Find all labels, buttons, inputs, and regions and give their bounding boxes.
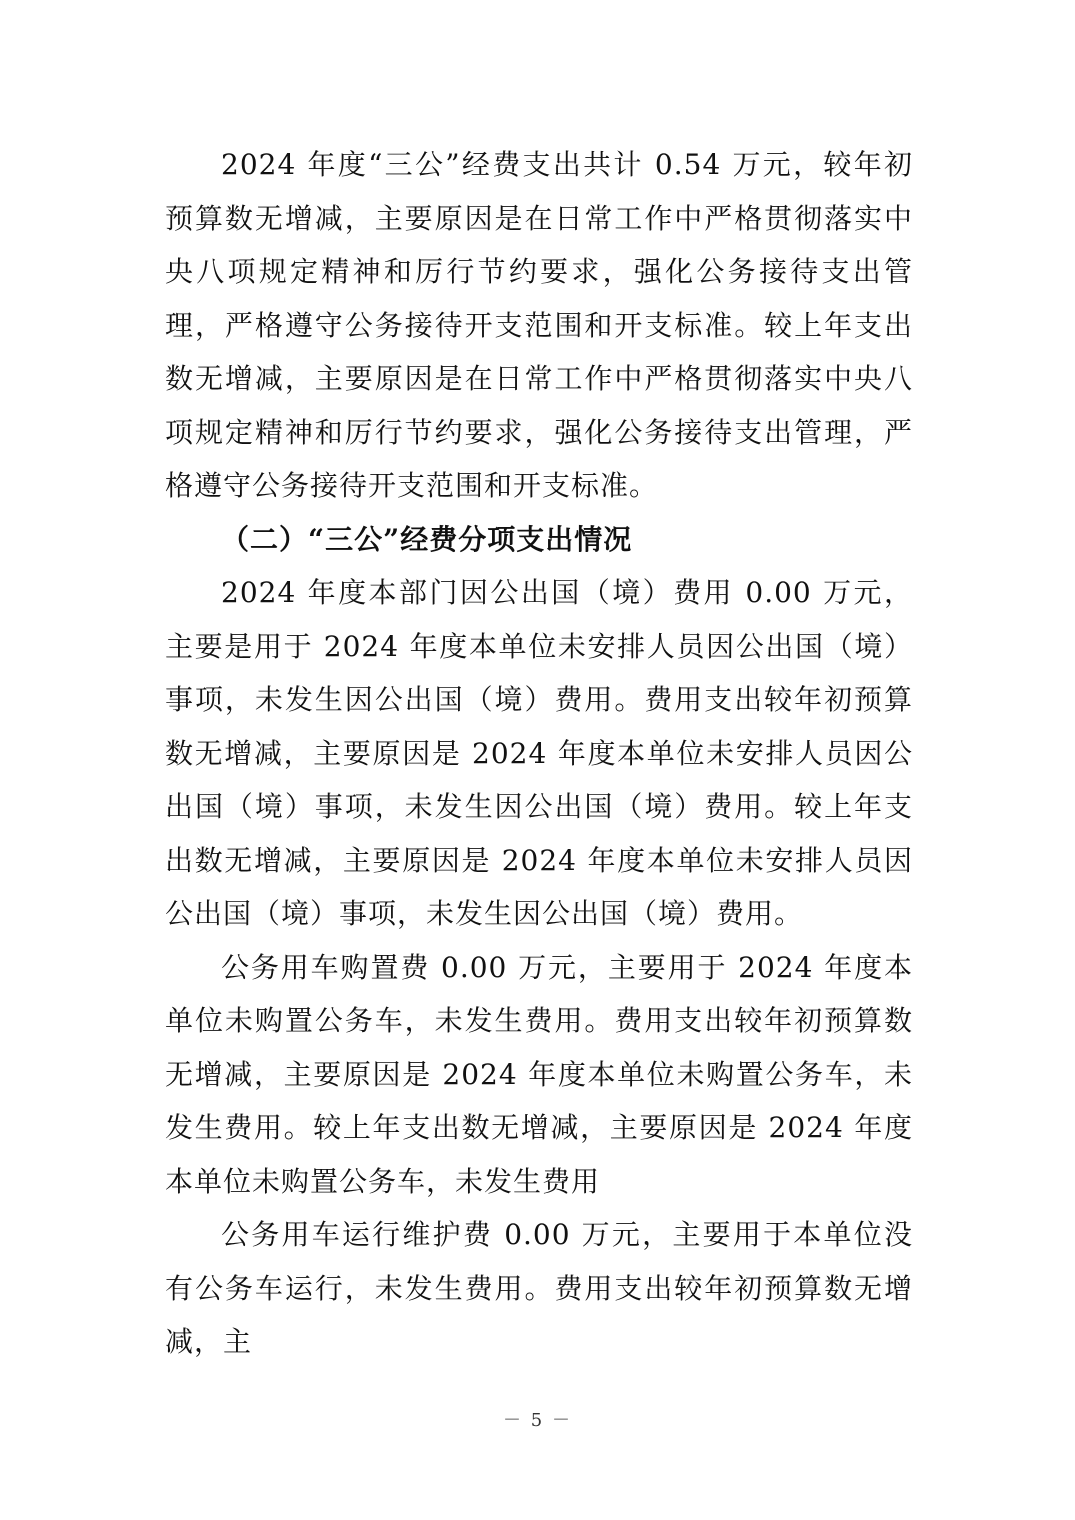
paragraph-vehicle-maintenance: 公务用车运行维护费 0.00 万元，主要用于本单位没有公务车运行，未发生费用。费用支出较年初预算数无增减，主 [165,1218,913,1358]
paragraph-vehicle-purchase: 公务用车购置费 0.00 万元，主要用于 2024 年度本单位未购置公务车，未发生费用。费用支出较年初预算数无增减，主要原因是 2024 年度本单位未购置公务车，未发生费用。较上年支出数无增减，主要原因是 2024 年度本单位未购置公务车，未发生费用 [165,950,913,1198]
section-heading: （二）“三公”经费分项支出情况 [221,522,633,556]
paragraph-total-expense: 2024 年度“三公”经费支出共计 0.54 万元，较年初预算数无增减，主要原因是在日常工作中严格贯彻落实中央八项规定精神和厉行节约要求，强化公务接待支出管理，严格遵守公务接待开支范围和开支标准。较上年支出数无增减，主要原因是在日常工作中严格贯彻落实中央八项规定精神和厉行节约要求，强化公务接待支出管理，严格遵守公务接待开支范围和开支标准。 [165,148,913,502]
page-number: － 5 － [503,1410,572,1431]
paragraph-overseas-travel: 2024 年度本部门因公出国（境）费用 0.00 万元，主要是用于 2024 年度本单位未安排人员因公出国（境）事项，未发生因公出国（境）费用。费用支出较年初预算数无增减，主要原因是 2024 年度本单位未安排人员因公出国（境）事项，未发生因公出国（境）费用。较上年支出数无增减，主要原因是 2024 年度本单位未安排人员因公出国（境）事项，未发生因公出国（境）费用。 [165,576,913,930]
document-body [165,138,913,1369]
